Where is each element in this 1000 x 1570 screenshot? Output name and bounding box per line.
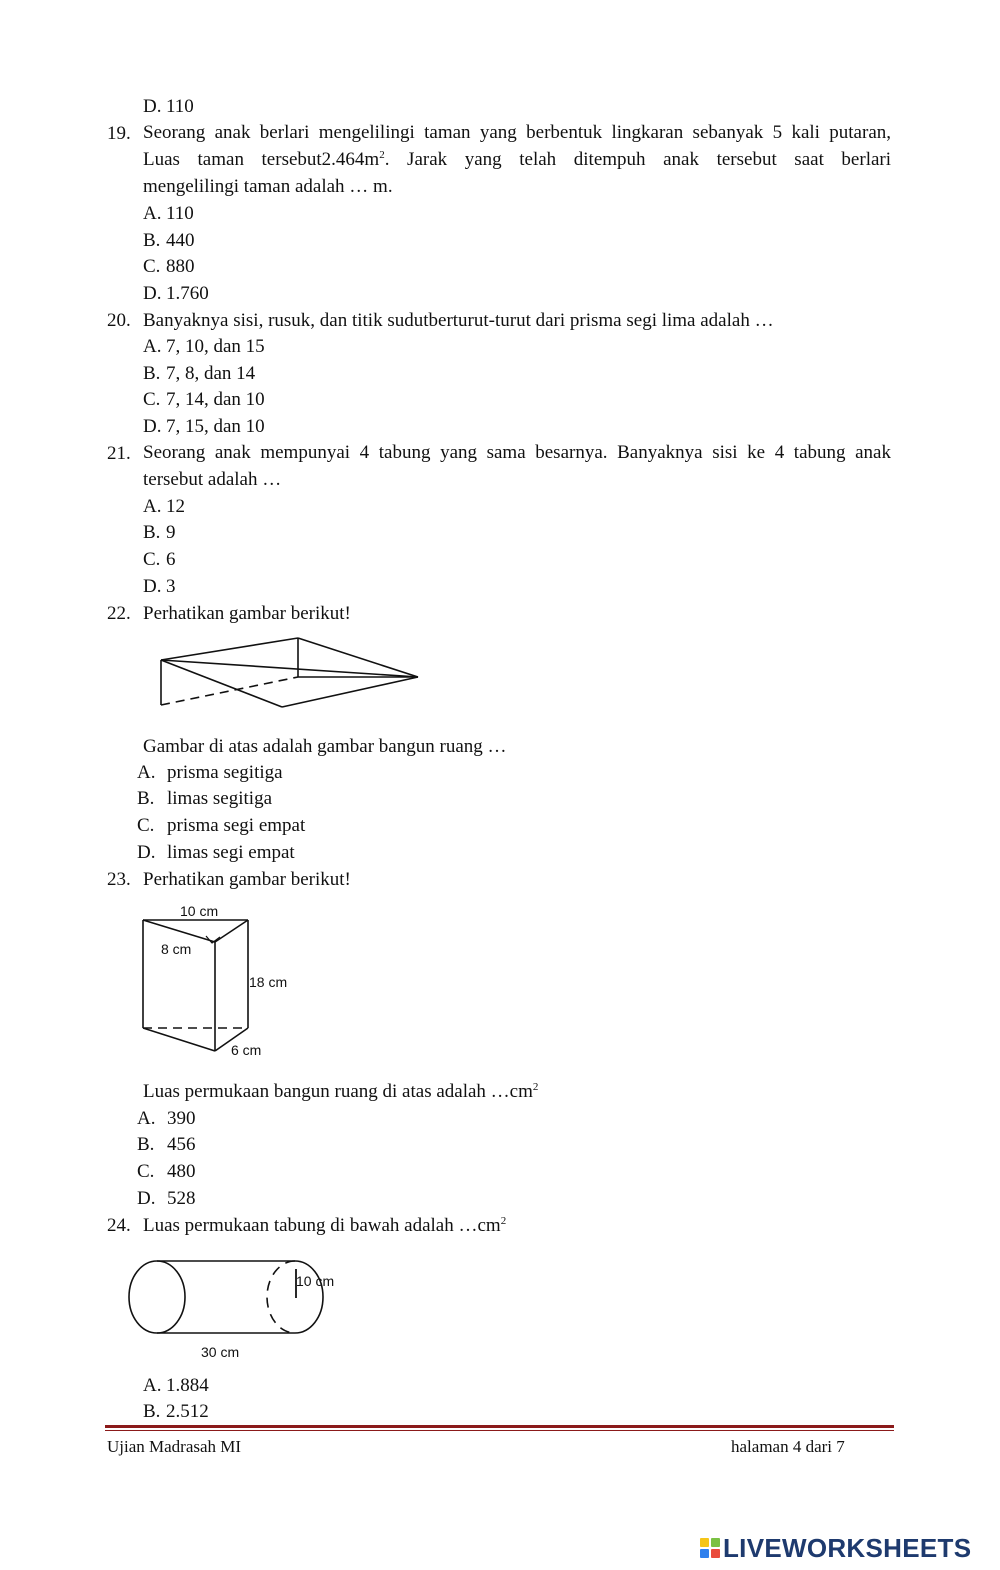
prism-edge (215, 920, 248, 942)
footer-divider-thin (105, 1430, 894, 1431)
option-a-q20[interactable]: A. 7, 10, dan 15 (143, 336, 265, 357)
question-number-23: 23. (107, 869, 131, 890)
option-a-q19[interactable]: A. 110 (143, 203, 194, 224)
option-d-q22[interactable]: D. limas segi empat (137, 842, 295, 863)
question-19-line-1: Seorang anak berlari mengelilingi taman yang berbentuk lingkaran sebanyak 5 kali putaran, (143, 122, 891, 143)
option-b-q19[interactable]: B. 440 (143, 230, 195, 251)
label-8cm: 8 cm (161, 941, 192, 957)
label-6cm: 6 cm (231, 1042, 262, 1058)
option-a-q24[interactable]: A. 1.884 (143, 1375, 209, 1396)
question-19-line-2: Luas taman $tersebut2.464m^2$. Jarak yang telah ditempuh anak tersebut saat berlari (143, 149, 892, 170)
cylinder-figure (120, 1255, 360, 1371)
label-18cm: 18 cm (249, 974, 288, 990)
option-d-q21[interactable]: D. 3 (143, 576, 176, 597)
question-23-text: Perhatikan gambar berikut! (143, 869, 351, 890)
liveworksheets-brand[interactable] (700, 1534, 971, 1562)
triangular-prism-diagram (155, 630, 430, 715)
option-c-q21[interactable]: C. 6 (143, 549, 176, 570)
cylinder-right-visible-arc (295, 1261, 323, 1333)
question-21-text (143, 439, 891, 493)
question-number-24: 24. (107, 1215, 131, 1236)
question-21-line-2: tersebut adalah … (143, 469, 282, 490)
brand-name: LIVEWORKSHEETS (723, 1532, 972, 1563)
prism-edge (282, 677, 418, 707)
upright-prism-figure (135, 898, 315, 1074)
question-24-text: Luas permukaan tabung di bawah adalah $\dots cm^2$ (143, 1215, 507, 1236)
question-19-text (143, 119, 891, 200)
option-c-q23[interactable]: C. 480 (137, 1161, 196, 1182)
upright-prism-diagram (135, 898, 315, 1068)
prism-edge (161, 638, 298, 660)
cylinder-right-hidden-arc (267, 1261, 295, 1333)
option-b-q22[interactable]: B. limas segitiga (137, 788, 273, 809)
liveworksheets-logo-icon (700, 1538, 720, 1558)
option-b-q23[interactable]: B. 456 (137, 1134, 196, 1155)
option-c-q19[interactable]: C. 880 (143, 256, 195, 277)
question-number-19: 19. (107, 123, 131, 144)
prism-edge (298, 638, 418, 677)
prism-hidden-edge (161, 677, 298, 705)
footer-left-text: Ujian Madrasah MI (107, 1437, 242, 1456)
option-a-q21[interactable]: A. 12 (143, 496, 185, 517)
option-c-q22[interactable]: C. prisma segi empat (137, 815, 306, 836)
option-b-q20[interactable]: B. 7, 8, dan 14 (143, 363, 256, 384)
option-d-q18: D. 110 (143, 96, 194, 117)
cylinder-left-face (129, 1261, 185, 1333)
option-b-q24[interactable]: B. 2.512 (143, 1401, 209, 1422)
question-number-20: 20. (107, 310, 131, 331)
option-a-q23[interactable]: A. 390 (137, 1108, 196, 1129)
option-b-q21[interactable]: B. 9 (143, 522, 176, 543)
option-d-q19[interactable]: D. 1.760 (143, 283, 209, 304)
question-19-line-3: mengelilingi taman adalah … m. (143, 176, 393, 197)
label-30cm: 30 cm (201, 1344, 240, 1360)
label-10cm: 10 cm (180, 903, 219, 919)
question-number-21: 21. (107, 443, 131, 464)
question-22-caption: Gambar di atas adalah gambar bangun ruang … (143, 736, 507, 757)
cylinder-diagram (120, 1255, 360, 1365)
option-c-q20[interactable]: C. 7, 14, dan 10 (143, 389, 265, 410)
option-a-q22[interactable]: A. prisma segitiga (137, 762, 283, 783)
question-22-text: Perhatikan gambar berikut! (143, 603, 351, 624)
triangular-prism-figure (155, 630, 430, 721)
question-23-caption: Luas permukaan bangun ruang di atas adalah $\dots cm^2$ (143, 1081, 539, 1102)
footer-page-number: halaman 4 dari 7 (731, 1437, 845, 1456)
question-21-line-1: Seorang anak mempunyai 4 tabung yang sama besarnya. Banyaknya sisi ke 4 tabung anak (143, 442, 891, 463)
footer-divider-thick (105, 1425, 894, 1428)
question-number-22: 22. (107, 603, 131, 624)
prism-edge (143, 920, 215, 942)
option-d-q23[interactable]: D. 528 (137, 1188, 196, 1209)
option-d-q20[interactable]: D. 7, 15, dan 10 (143, 416, 265, 437)
question-20-text: Banyaknya sisi, rusuk, dan titik sudutberturut-turut dari prisma segi lima adalah … (143, 310, 774, 331)
prism-edge (143, 1028, 215, 1051)
label-10cm-radius: 10 cm (296, 1273, 335, 1289)
